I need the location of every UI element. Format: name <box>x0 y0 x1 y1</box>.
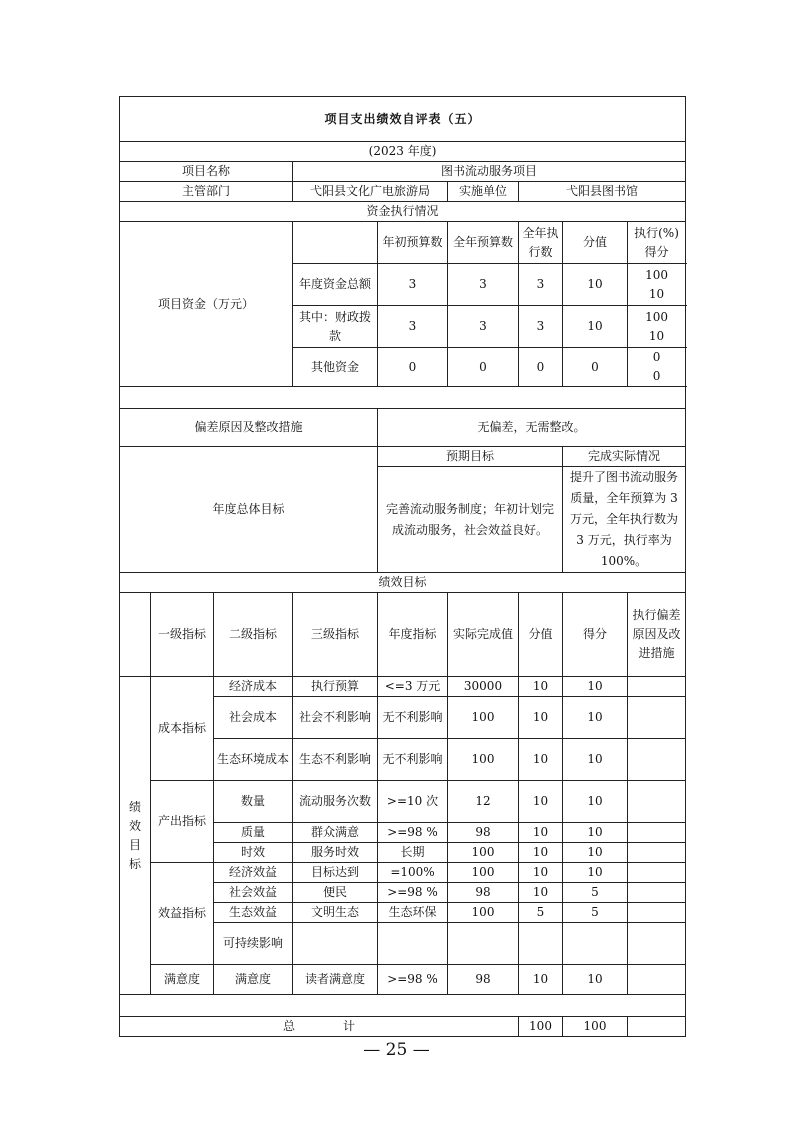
perf-score-value: 10 <box>519 965 563 995</box>
perf-header-actual: 实际完成值 <box>448 593 519 677</box>
perf-l2: 时效 <box>214 843 293 863</box>
perf-score-value: 10 <box>519 823 563 843</box>
perf-score: 5 <box>563 883 628 903</box>
perf-header-blank <box>120 593 151 677</box>
funds-header-col-1: 年初预算数 <box>378 222 448 264</box>
form-year: (2023 年度) <box>120 142 686 162</box>
perf-note <box>628 923 686 965</box>
funds-cell: 3 <box>519 306 563 348</box>
perf-score-value: 10 <box>519 843 563 863</box>
perf-note <box>628 883 686 903</box>
perf-l2: 生态环境成本 <box>214 739 293 781</box>
unit-label: 实施单位 <box>448 182 519 202</box>
perf-header-score-value: 分值 <box>519 593 563 677</box>
deviation-value: 无偏差，无需整改。 <box>378 409 686 447</box>
perf-l3: 社会不利影响 <box>293 697 378 739</box>
project-name: 图书流动服务项目 <box>293 162 686 182</box>
total-label: 总 计 <box>120 1017 519 1037</box>
perf-target: >=10 次 <box>378 781 448 823</box>
perf-score <box>563 923 628 965</box>
dept-value: 弋阳县文化广电旅游局 <box>293 182 448 202</box>
project-name-label: 项目名称 <box>120 162 293 182</box>
perf-target <box>378 923 448 965</box>
perf-l2: 数量 <box>214 781 293 823</box>
perf-l3: 生态不利影响 <box>293 739 378 781</box>
perf-score-value: 10 <box>519 739 563 781</box>
perf-actual: 100 <box>448 903 519 923</box>
funds-cell: 3 <box>519 264 563 306</box>
total-note <box>628 1017 686 1037</box>
funds-cell-pair <box>628 348 686 387</box>
perf-target: >=98 % <box>378 883 448 903</box>
perf-score-value: 10 <box>519 863 563 883</box>
perf-note <box>628 843 686 863</box>
perf-note <box>628 903 686 923</box>
actual-goal-header: 完成实际情况 <box>563 447 686 467</box>
perf-l3: 执行预算 <box>293 677 378 697</box>
funds-header-blank <box>293 222 378 264</box>
blank-row <box>120 995 686 1017</box>
unit-value: 弋阳县图书馆 <box>519 182 686 202</box>
perf-score: 10 <box>563 677 628 697</box>
perf-note <box>628 739 686 781</box>
perf-note <box>628 781 686 823</box>
perf-actual: 100 <box>448 739 519 781</box>
perf-header-note: 执行偏差原因及改进措施 <box>628 593 686 677</box>
perf-l2: 社会效益 <box>214 883 293 903</box>
perf-group-output: 产出指标 <box>151 781 214 863</box>
perf-note <box>628 697 686 739</box>
perf-target: =100% <box>378 863 448 883</box>
funds-header-col-3: 全年执行数 <box>519 222 563 264</box>
perf-score: 10 <box>563 823 628 843</box>
perf-target: >=98 % <box>378 823 448 843</box>
perf-l2: 经济成本 <box>214 677 293 697</box>
funds-cell: 10 <box>563 264 628 306</box>
funds-cell: 0 <box>378 348 448 387</box>
funds-header-col-2: 全年预算数 <box>448 222 519 264</box>
total-score: 100 <box>563 1017 628 1037</box>
perf-score: 10 <box>563 863 628 883</box>
dept-label: 主管部门 <box>120 182 293 202</box>
funds-cell: 0 <box>652 350 661 364</box>
perf-target: <=3 万元 <box>378 677 448 697</box>
funds-header-col-5: 执行(%) <box>634 225 679 240</box>
funds-row-3-label: 其他资金 <box>293 348 378 387</box>
perf-target: 无不利影响 <box>378 697 448 739</box>
perf-l2: 社会成本 <box>214 697 293 739</box>
perf-target: 生态环保 <box>378 903 448 923</box>
perf-score-value <box>519 923 563 965</box>
funds-header-col-6: 得分 <box>644 244 669 259</box>
funds-cell: 10 <box>648 286 665 301</box>
funds-cell: 100 <box>645 309 668 324</box>
actual-goal: 提升了图书流动服务质量，全年预算为 3 万元，全年执行数为 3 万元，执行率为 100%。 <box>563 467 686 573</box>
perf-l3: 服务时效 <box>293 843 378 863</box>
page-number: — 25 — <box>363 1040 430 1060</box>
perf-header-target: 年度指标 <box>378 593 448 677</box>
perf-note <box>628 965 686 995</box>
perf-actual: 100 <box>448 697 519 739</box>
funds-cell: 100 <box>645 267 668 282</box>
funds-cell: 0 <box>652 369 661 383</box>
perf-l3: 便民 <box>293 883 378 903</box>
perf-score-value: 10 <box>519 697 563 739</box>
perf-note <box>628 677 686 697</box>
perf-header-score: 得分 <box>563 593 628 677</box>
perf-score: 10 <box>563 843 628 863</box>
perf-l2: 满意度 <box>214 965 293 995</box>
perf-header-l3: 三级指标 <box>293 593 378 677</box>
expected-goal: 完善流动服务制度；年初计划完成流动服务，社会效益良好。 <box>378 467 563 573</box>
annual-goal-label: 年度总体目标 <box>120 447 378 573</box>
funds-header-col-4: 分值 <box>563 222 628 264</box>
funds-cell: 3 <box>448 306 519 348</box>
funds-cell: 3 <box>378 264 448 306</box>
perf-note <box>628 863 686 883</box>
perf-score: 10 <box>563 965 628 995</box>
perf-target: >=98 % <box>378 965 448 995</box>
total-score-value: 100 <box>519 1017 563 1037</box>
perf-target: 无不利影响 <box>378 739 448 781</box>
perf-target: 长期 <box>378 843 448 863</box>
evaluation-table <box>119 96 686 1037</box>
perf-side-label: 绩效目标 <box>120 677 151 995</box>
perf-actual: 100 <box>448 863 519 883</box>
perf-score-value: 5 <box>519 903 563 923</box>
perf-note <box>628 823 686 843</box>
perf-actual: 100 <box>448 843 519 863</box>
funds-cell: 3 <box>378 306 448 348</box>
perf-actual: 98 <box>448 883 519 903</box>
expected-goal-header: 预期目标 <box>378 447 563 467</box>
perf-l3: 读者满意度 <box>293 965 378 995</box>
perf-l2: 质量 <box>214 823 293 843</box>
perf-actual: 98 <box>448 965 519 995</box>
perf-actual: 12 <box>448 781 519 823</box>
perf-score-value: 10 <box>519 781 563 823</box>
perf-l2: 可持续影响 <box>214 923 293 965</box>
funds-cell-pair <box>628 306 686 348</box>
perf-group-cost: 成本指标 <box>151 677 214 781</box>
perf-actual: 98 <box>448 823 519 843</box>
perf-group-satisfaction: 满意度 <box>151 965 214 995</box>
perf-l3 <box>293 923 378 965</box>
perf-score: 5 <box>563 903 628 923</box>
perf-l3: 文明生态 <box>293 903 378 923</box>
blank-row <box>120 387 686 409</box>
funds-row-1-label: 年度资金总额 <box>293 264 378 306</box>
perf-score: 10 <box>563 739 628 781</box>
deviation-label: 偏差原因及整改措施 <box>120 409 378 447</box>
funds-header-col-5-6 <box>628 222 686 264</box>
funds-row-label: 项目资金（万元） <box>120 222 293 387</box>
perf-actual: 30000 <box>448 677 519 697</box>
funds-cell: 0 <box>448 348 519 387</box>
funds-cell: 0 <box>519 348 563 387</box>
perf-actual <box>448 923 519 965</box>
funds-cell: 3 <box>448 264 519 306</box>
funds-cell: 0 <box>563 348 628 387</box>
funds-row-2-label: 其中：财政拨款 <box>293 306 378 348</box>
perf-l3: 流动服务次数 <box>293 781 378 823</box>
performance-section-title: 绩效目标 <box>120 573 686 593</box>
perf-l3: 群众满意 <box>293 823 378 843</box>
perf-l3: 目标达到 <box>293 863 378 883</box>
perf-score-value: 10 <box>519 883 563 903</box>
perf-header-l2: 二级指标 <box>214 593 293 677</box>
perf-score: 10 <box>563 781 628 823</box>
form-title: 项目支出绩效自评表（五） <box>120 97 686 142</box>
funds-cell-pair <box>628 264 686 306</box>
perf-l2: 生态效益 <box>214 903 293 923</box>
perf-group-benefit: 效益指标 <box>151 863 214 965</box>
perf-score-value: 10 <box>519 677 563 697</box>
perf-l2: 经济效益 <box>214 863 293 883</box>
funds-cell: 10 <box>563 306 628 348</box>
perf-score: 10 <box>563 697 628 739</box>
funds-cell: 10 <box>648 328 665 343</box>
perf-header-l1: 一级指标 <box>151 593 214 677</box>
funds-section-title: 资金执行情况 <box>120 202 686 222</box>
